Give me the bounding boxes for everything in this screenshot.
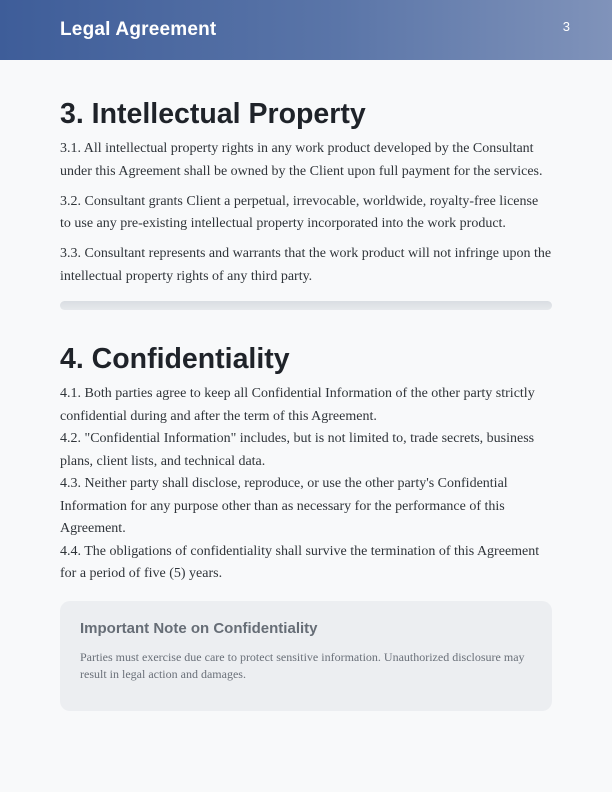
note-title: Important Note on Confidentiality <box>80 619 318 637</box>
confidentiality-note-box <box>60 601 552 711</box>
section-confidentiality <box>60 341 552 586</box>
page-number: 3 <box>562 19 570 34</box>
section-heading: 3. Intellectual Property <box>60 98 366 130</box>
document-title: Legal Agreement <box>60 19 217 40</box>
section-intellectual-property <box>60 96 552 288</box>
section-heading: 4. Confidentiality <box>60 343 290 375</box>
clause-3-2: 3.2. Consultant grants Client a perpetual, irrevocable, worldwide, royalty-free license to use any pre-existing intellectual property incorporated into the work product. <box>60 193 539 231</box>
clause-3-3: 3.3. Consultant represents and warrants that the work product will not infringe upon the intellectual property rights of any third party. <box>60 246 552 284</box>
clause-4-4: 4.4. The obligations of confidentiality shall survive the termination of this Agreement for a period of five (5) years. <box>60 543 540 581</box>
clause-4-2: 4.2. "Confidential Information" includes, but is not limited to, trade secrets, business plans, client lists, and technical data. <box>60 431 535 469</box>
note-text: Parties must exercise due care to protect sensitive information. Unauthorized disclosure may result in legal action and damages. <box>80 649 525 681</box>
clause-4-3: 4.3. Neither party shall disclose, reproduce, or use the other party's Confidential Information for any purpose other than as necessary for the performance of this Agreement. <box>60 476 508 536</box>
section-divider <box>60 301 552 310</box>
page-header <box>0 0 612 60</box>
document-body <box>60 96 552 711</box>
clause-3-1: 3.1. All intellectual property rights in any work product developed by the Consultant under this Agreement shall be owned by the Client upon full payment for the services. <box>60 141 543 179</box>
clause-4-1: 4.1. Both parties agree to keep all Confidential Information of the other party strictly confidential during and after the term of this Agreement. <box>60 386 535 424</box>
